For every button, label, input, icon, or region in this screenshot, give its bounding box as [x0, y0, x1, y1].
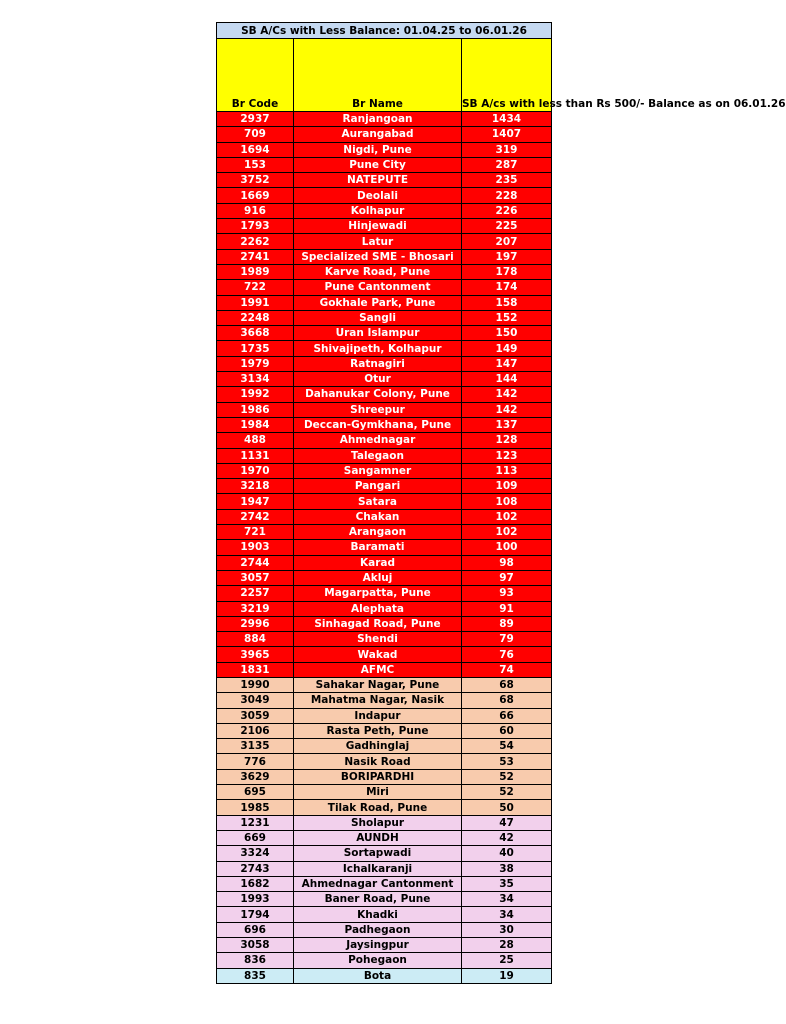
br-code-cell: 696	[217, 922, 294, 937]
table-row	[217, 509, 552, 524]
br-name-cell: Ratnagiri	[294, 356, 462, 371]
account-count-cell: 28	[462, 938, 552, 953]
br-name-cell: Gokhale Park, Pune	[294, 295, 462, 310]
br-name-cell: Shendi	[294, 632, 462, 647]
account-count-cell: 53	[462, 754, 552, 769]
account-count-cell: 30	[462, 922, 552, 937]
account-count-cell: 89	[462, 616, 552, 631]
br-code-cell: 1989	[217, 264, 294, 279]
table-row	[217, 219, 552, 234]
table-row	[217, 907, 552, 922]
br-code-cell: 1794	[217, 907, 294, 922]
account-count-cell: 74	[462, 662, 552, 677]
br-code-cell: 2257	[217, 586, 294, 601]
account-count-cell: 158	[462, 295, 552, 310]
br-name-cell: Shivajipeth, Kolhapur	[294, 341, 462, 356]
table-row	[217, 448, 552, 463]
account-count-cell: 178	[462, 264, 552, 279]
table-row	[217, 402, 552, 417]
account-count-cell: 235	[462, 173, 552, 188]
br-code-cell: 916	[217, 203, 294, 218]
table-row	[217, 127, 552, 142]
table-row	[217, 830, 552, 845]
table-row	[217, 800, 552, 815]
table-row	[217, 632, 552, 647]
br-code-cell: 3752	[217, 173, 294, 188]
table-row	[217, 203, 552, 218]
account-count-cell: 319	[462, 142, 552, 157]
account-count-cell: 142	[462, 402, 552, 417]
br-code-cell: 836	[217, 953, 294, 968]
table-row	[217, 142, 552, 157]
br-code-cell: 1986	[217, 402, 294, 417]
br-code-cell: 3219	[217, 601, 294, 616]
br-code-cell: 3059	[217, 708, 294, 723]
br-code-cell: 1984	[217, 417, 294, 432]
br-code-cell: 153	[217, 157, 294, 172]
br-code-cell: 2996	[217, 616, 294, 631]
br-name-cell: Khadki	[294, 907, 462, 922]
account-count-cell: 142	[462, 387, 552, 402]
br-name-cell: Shreepur	[294, 402, 462, 417]
br-name-cell: Akluj	[294, 570, 462, 585]
table-row	[217, 846, 552, 861]
br-name-cell: Sahakar Nagar, Pune	[294, 677, 462, 692]
br-name-cell: Nasik Road	[294, 754, 462, 769]
br-name-cell: Pune Cantonment	[294, 280, 462, 295]
branch-balance-table	[216, 22, 786, 984]
br-code-cell: 488	[217, 433, 294, 448]
account-count-cell: 91	[462, 601, 552, 616]
account-count-cell: 149	[462, 341, 552, 356]
br-code-cell: 3629	[217, 769, 294, 784]
account-count-cell: 34	[462, 892, 552, 907]
table-row	[217, 310, 552, 325]
br-name-cell: Dahanukar Colony, Pune	[294, 387, 462, 402]
br-code-cell: 1947	[217, 494, 294, 509]
br-code-cell: 3134	[217, 372, 294, 387]
account-count-cell: 52	[462, 785, 552, 800]
br-code-cell: 2743	[217, 861, 294, 876]
br-name-cell: Sholapur	[294, 815, 462, 830]
br-code-cell: 2106	[217, 723, 294, 738]
br-name-cell: Deolali	[294, 188, 462, 203]
br-code-cell: 1991	[217, 295, 294, 310]
table-row	[217, 570, 552, 585]
table-row	[217, 295, 552, 310]
br-name-cell: Gadhinglaj	[294, 739, 462, 754]
br-name-cell: Bota	[294, 968, 462, 983]
br-name-cell: Specialized SME - Bhosari	[294, 249, 462, 264]
account-count-cell: 42	[462, 830, 552, 845]
table-row	[217, 922, 552, 937]
account-count-cell: 113	[462, 463, 552, 478]
br-name-cell: Wakad	[294, 647, 462, 662]
br-name-cell: Baner Road, Pune	[294, 892, 462, 907]
table-row	[217, 601, 552, 616]
br-code-cell: 1694	[217, 142, 294, 157]
table-row	[217, 479, 552, 494]
br-code-cell: 1979	[217, 356, 294, 371]
account-count-cell: 68	[462, 677, 552, 692]
account-count-cell: 150	[462, 326, 552, 341]
br-code-cell: 2741	[217, 249, 294, 264]
br-name-cell: Satara	[294, 494, 462, 509]
table-row	[217, 739, 552, 754]
account-count-cell: 123	[462, 448, 552, 463]
br-code-cell: 695	[217, 785, 294, 800]
table-row	[217, 662, 552, 677]
br-name-cell: Uran Islampur	[294, 326, 462, 341]
br-name-cell: Jaysingpur	[294, 938, 462, 953]
br-code-cell: 3965	[217, 647, 294, 662]
account-count-cell: 40	[462, 846, 552, 861]
br-name-cell: Baramati	[294, 540, 462, 555]
table-row	[217, 264, 552, 279]
br-name-cell: Padhegaon	[294, 922, 462, 937]
br-code-cell: 1831	[217, 662, 294, 677]
br-name-cell: Miri	[294, 785, 462, 800]
table-row	[217, 280, 552, 295]
account-count-cell: 100	[462, 540, 552, 555]
br-code-cell: 722	[217, 280, 294, 295]
br-name-cell: Magarpatta, Pune	[294, 586, 462, 601]
br-code-cell: 2248	[217, 310, 294, 325]
account-count-cell: 79	[462, 632, 552, 647]
table-row	[217, 555, 552, 570]
br-name-cell: Sangamner	[294, 463, 462, 478]
br-name-cell: Ahmednagar Cantonment	[294, 876, 462, 891]
account-count-cell: 1407	[462, 127, 552, 142]
account-count-cell: 144	[462, 372, 552, 387]
br-name-cell: Pune City	[294, 157, 462, 172]
br-code-cell: 3058	[217, 938, 294, 953]
br-code-cell: 884	[217, 632, 294, 647]
br-code-cell: 1669	[217, 188, 294, 203]
table-row	[217, 463, 552, 478]
account-count-cell: 98	[462, 555, 552, 570]
header-row	[217, 39, 552, 112]
table-row	[217, 861, 552, 876]
br-name-cell: Ichalkaranji	[294, 861, 462, 876]
br-code-cell: 3135	[217, 739, 294, 754]
header-br-code: Br Code	[217, 39, 294, 112]
account-count-cell: 60	[462, 723, 552, 738]
account-count-cell: 228	[462, 188, 552, 203]
br-name-cell: Alephata	[294, 601, 462, 616]
br-name-cell: Arangaon	[294, 525, 462, 540]
br-code-cell: 1903	[217, 540, 294, 555]
table-row	[217, 525, 552, 540]
account-count-cell: 35	[462, 876, 552, 891]
table-row	[217, 356, 552, 371]
br-name-cell: Sangli	[294, 310, 462, 325]
header-br-name: Br Name	[294, 39, 462, 112]
br-name-cell: Latur	[294, 234, 462, 249]
br-name-cell: Karve Road, Pune	[294, 264, 462, 279]
br-name-cell: Nigdi, Pune	[294, 142, 462, 157]
br-code-cell: 835	[217, 968, 294, 983]
account-count-cell: 50	[462, 800, 552, 815]
br-code-cell: 2744	[217, 555, 294, 570]
br-name-cell: AUNDH	[294, 830, 462, 845]
br-code-cell: 3668	[217, 326, 294, 341]
account-count-cell: 174	[462, 280, 552, 295]
br-code-cell: 1970	[217, 463, 294, 478]
table-row	[217, 326, 552, 341]
account-count-cell: 93	[462, 586, 552, 601]
br-name-cell: NATEPUTE	[294, 173, 462, 188]
br-name-cell: Pohegaon	[294, 953, 462, 968]
table-row	[217, 372, 552, 387]
br-code-cell: 721	[217, 525, 294, 540]
table-row	[217, 494, 552, 509]
br-code-cell: 1131	[217, 448, 294, 463]
br-code-cell: 3057	[217, 570, 294, 585]
br-code-cell: 776	[217, 754, 294, 769]
account-count-cell: 38	[462, 861, 552, 876]
br-name-cell: Tilak Road, Pune	[294, 800, 462, 815]
br-name-cell: Mahatma Nagar, Nasik	[294, 693, 462, 708]
br-name-cell: Ahmednagar	[294, 433, 462, 448]
br-name-cell: Otur	[294, 372, 462, 387]
table-row	[217, 157, 552, 172]
br-code-cell: 1992	[217, 387, 294, 402]
table-row	[217, 815, 552, 830]
header-account-count: SB A/cs with less than Rs 500/- Balance as on 06.01.26	[462, 39, 552, 112]
account-count-cell: 54	[462, 739, 552, 754]
br-name-cell: Chakan	[294, 509, 462, 524]
account-count-cell: 68	[462, 693, 552, 708]
br-code-cell: 2262	[217, 234, 294, 249]
table-row	[217, 769, 552, 784]
account-count-cell: 102	[462, 509, 552, 524]
table-row	[217, 968, 552, 983]
table-row	[217, 586, 552, 601]
br-name-cell: Indapur	[294, 708, 462, 723]
table-row	[217, 234, 552, 249]
account-count-cell: 226	[462, 203, 552, 218]
account-count-cell: 25	[462, 953, 552, 968]
table-row	[217, 188, 552, 203]
account-count-cell: 108	[462, 494, 552, 509]
br-code-cell: 669	[217, 830, 294, 845]
table-row	[217, 785, 552, 800]
account-count-cell: 102	[462, 525, 552, 540]
table-row	[217, 249, 552, 264]
table-row	[217, 341, 552, 356]
table-row	[217, 647, 552, 662]
br-name-cell: Sinhagad Road, Pune	[294, 616, 462, 631]
table-row	[217, 754, 552, 769]
title-row	[217, 23, 552, 39]
br-name-cell: Ranjangoan	[294, 112, 462, 127]
br-code-cell: 3049	[217, 693, 294, 708]
table-row	[217, 433, 552, 448]
br-name-cell: Karad	[294, 555, 462, 570]
br-code-cell: 1985	[217, 800, 294, 815]
account-count-cell: 137	[462, 417, 552, 432]
account-count-cell: 66	[462, 708, 552, 723]
account-count-cell: 19	[462, 968, 552, 983]
table-row	[217, 387, 552, 402]
account-count-cell: 225	[462, 219, 552, 234]
br-code-cell: 2742	[217, 509, 294, 524]
br-name-cell: Pangari	[294, 479, 462, 494]
table-row	[217, 892, 552, 907]
br-name-cell: Talegaon	[294, 448, 462, 463]
br-code-cell: 1231	[217, 815, 294, 830]
table-row	[217, 723, 552, 738]
br-name-cell: Deccan-Gymkhana, Pune	[294, 417, 462, 432]
br-name-cell: Kolhapur	[294, 203, 462, 218]
account-count-cell: 76	[462, 647, 552, 662]
br-code-cell: 1735	[217, 341, 294, 356]
br-code-cell: 3324	[217, 846, 294, 861]
account-count-cell: 47	[462, 815, 552, 830]
account-count-cell: 152	[462, 310, 552, 325]
account-count-cell: 52	[462, 769, 552, 784]
br-code-cell: 1793	[217, 219, 294, 234]
table-row	[217, 876, 552, 891]
table-row	[217, 677, 552, 692]
table-row	[217, 953, 552, 968]
table-row	[217, 173, 552, 188]
account-count-cell: 128	[462, 433, 552, 448]
table-row	[217, 540, 552, 555]
br-name-cell: Rasta Peth, Pune	[294, 723, 462, 738]
br-code-cell: 2937	[217, 112, 294, 127]
br-code-cell: 3218	[217, 479, 294, 494]
br-name-cell: Sortapwadi	[294, 846, 462, 861]
table-row	[217, 938, 552, 953]
br-code-cell: 1993	[217, 892, 294, 907]
table-row	[217, 693, 552, 708]
account-count-cell: 207	[462, 234, 552, 249]
account-count-cell: 1434	[462, 112, 552, 127]
account-count-cell: 287	[462, 157, 552, 172]
account-count-cell: 197	[462, 249, 552, 264]
account-count-cell: 34	[462, 907, 552, 922]
br-name-cell: AFMC	[294, 662, 462, 677]
table-row	[217, 417, 552, 432]
br-name-cell: Aurangabad	[294, 127, 462, 142]
br-code-cell: 1682	[217, 876, 294, 891]
account-count-cell: 97	[462, 570, 552, 585]
br-name-cell: Hinjewadi	[294, 219, 462, 234]
table-row	[217, 616, 552, 631]
table-title: SB A/Cs with Less Balance: 01.04.25 to 06.01.26	[217, 23, 552, 39]
br-name-cell: BORIPARDHI	[294, 769, 462, 784]
br-code-cell: 1990	[217, 677, 294, 692]
account-count-cell: 109	[462, 479, 552, 494]
table-row	[217, 112, 552, 127]
br-code-cell: 709	[217, 127, 294, 142]
account-count-cell: 147	[462, 356, 552, 371]
table-row	[217, 708, 552, 723]
